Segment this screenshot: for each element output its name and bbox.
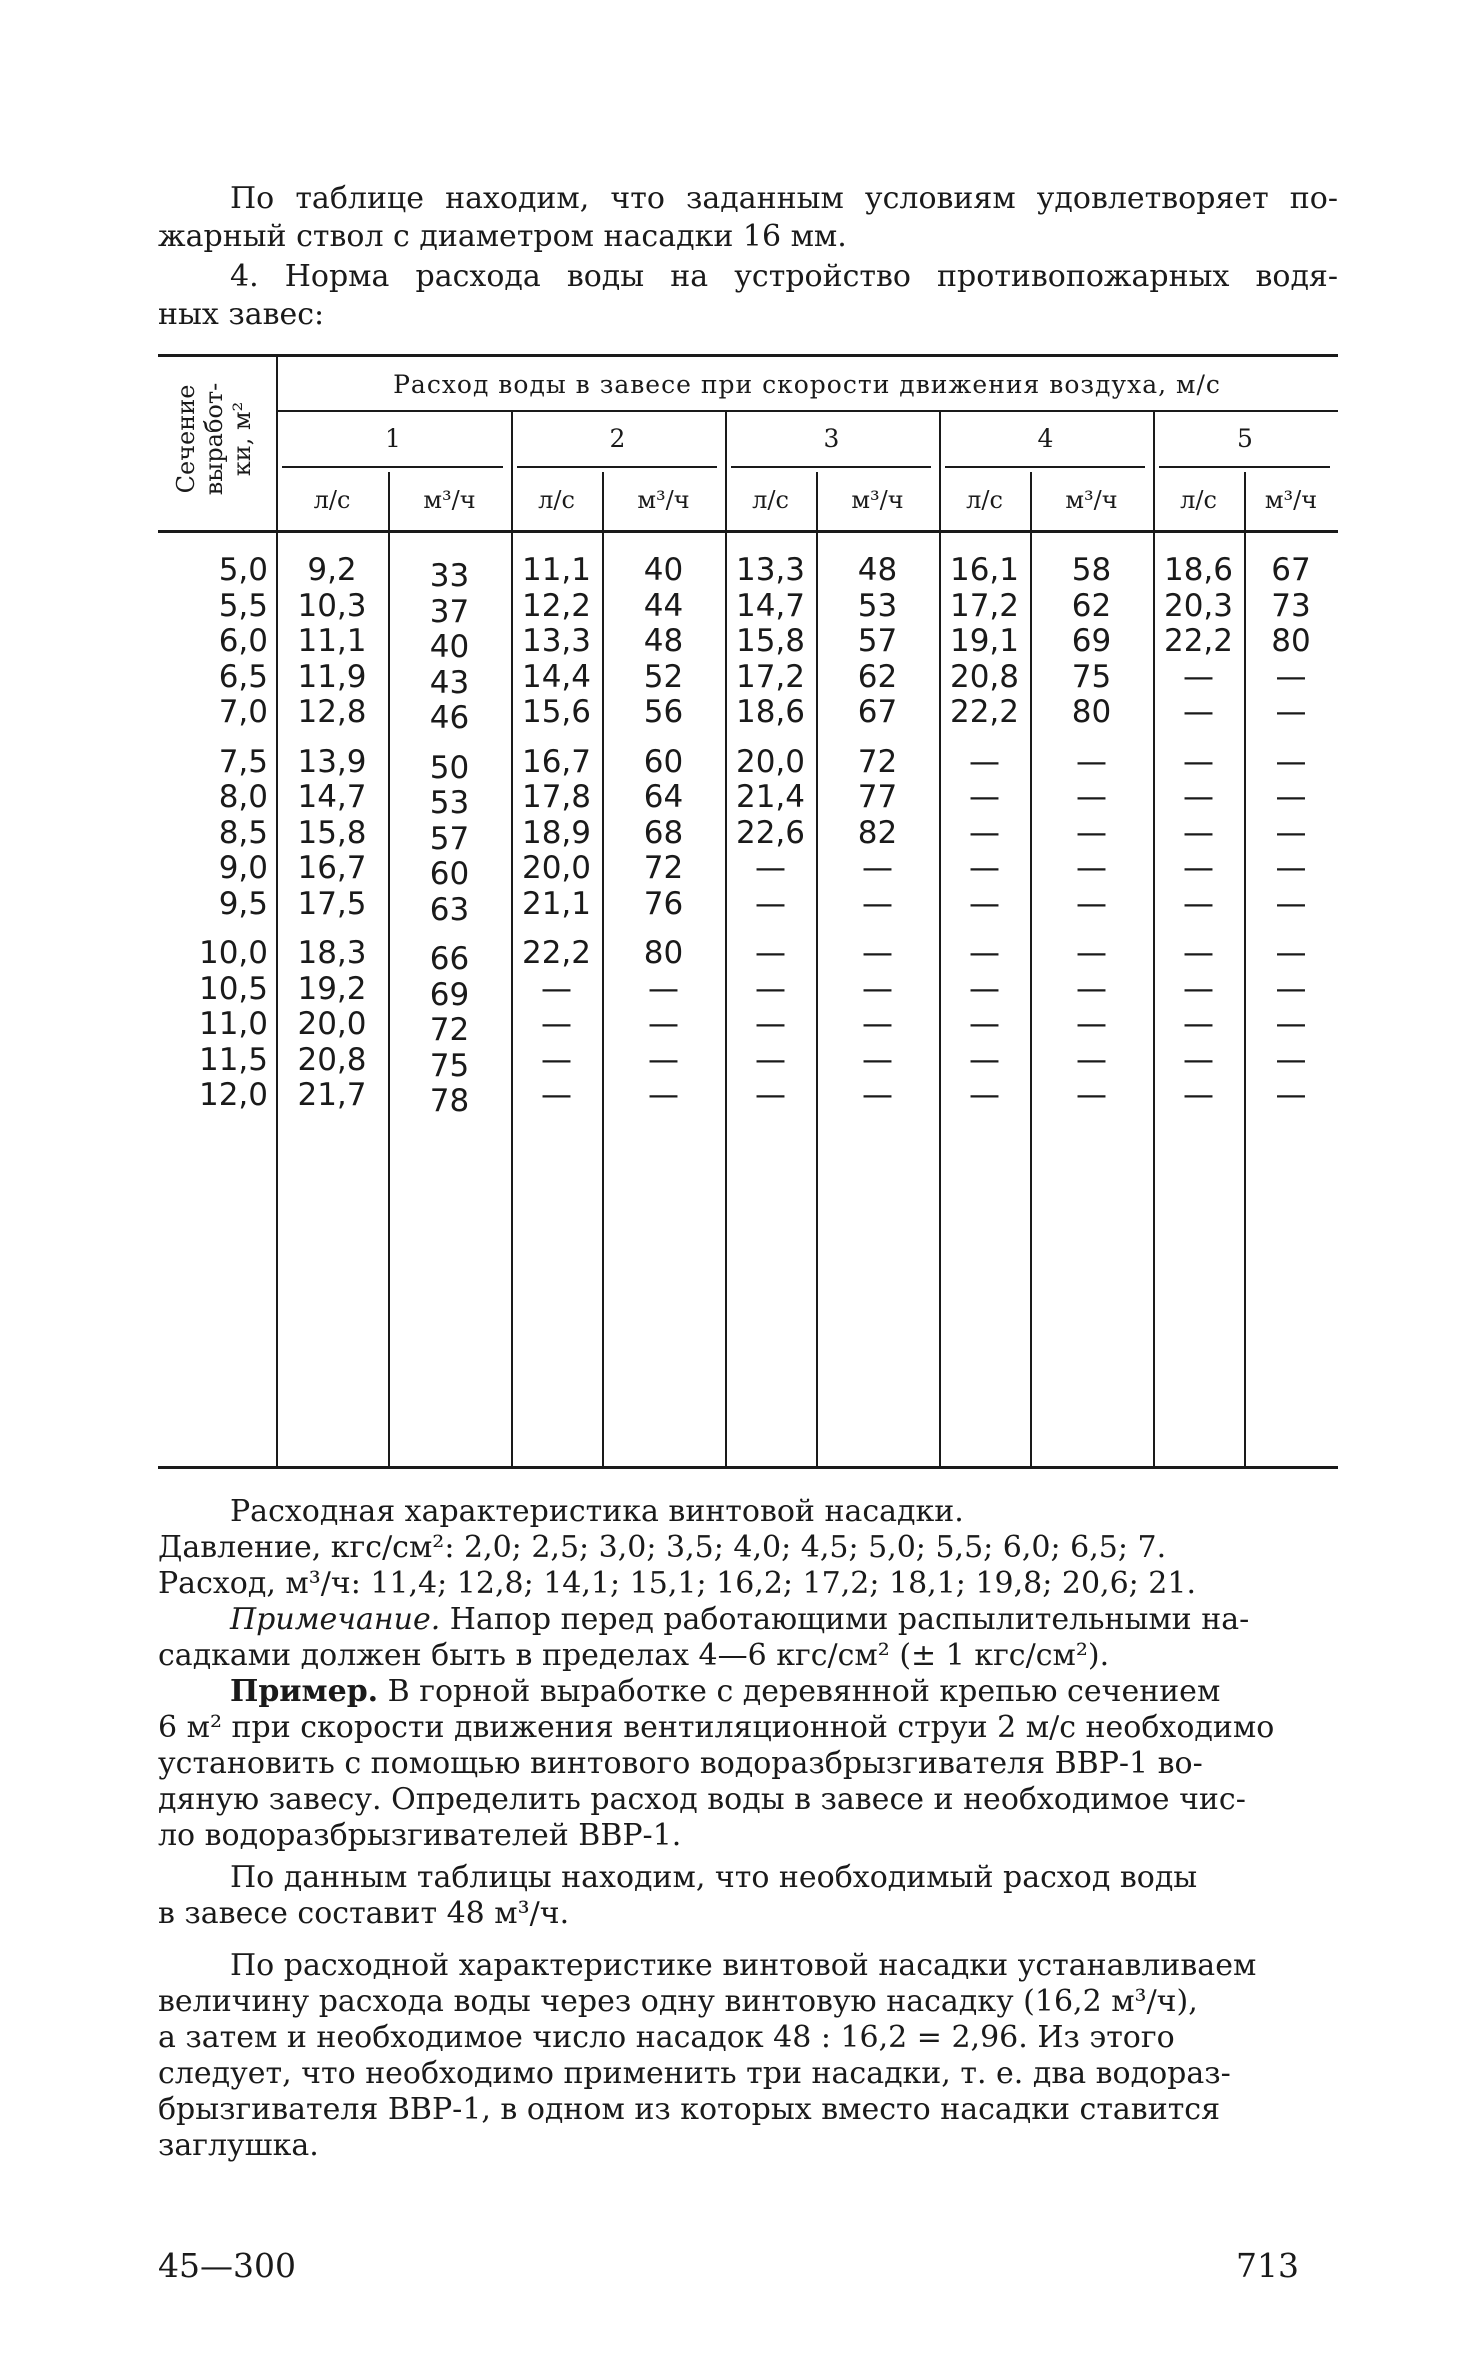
page-number: 713 <box>1236 2246 1299 2285</box>
section-value: 6,5 <box>218 658 268 695</box>
flow-ls-cell: 14,4 <box>521 658 592 695</box>
flow-ls-cell: — <box>755 1041 786 1078</box>
group-header: Расход воды в завесе при скорости движения воздуха, м/с <box>393 370 1221 399</box>
flow-ls-cell: 18,9 <box>521 814 592 851</box>
intro-paragraph-2 <box>158 258 1338 334</box>
flow-ls-cell: — <box>969 970 1000 1007</box>
flow-m3h-cell: 80 <box>1071 694 1112 730</box>
unit-ls: л/с <box>966 486 1003 514</box>
section-value: 7,5 <box>218 743 268 780</box>
flow-m3h-cell: 58 <box>1071 552 1112 588</box>
text-line: 6 м² при скорости движения вентиляционной струи 2 м/с необходимо <box>158 1710 1275 1745</box>
flow-m3h-cell: — <box>1076 1041 1107 1078</box>
text-line: установить с помощью винтового водоразбрызгивателя ВВР-1 во- <box>158 1746 1203 1781</box>
section-value: 9,5 <box>218 885 268 922</box>
flow-m3h-cell: 56 <box>643 694 684 730</box>
table-bottom-rule <box>158 1466 1338 1469</box>
flow-ls-cell: — <box>969 885 1000 922</box>
flow-ls-cell: 10,3 <box>297 587 367 624</box>
row-header: Сечение выработ-ки, м² <box>172 382 256 496</box>
flow-ls-cell: 15,8 <box>735 623 806 659</box>
flow-m3h-cell: — <box>1275 1041 1307 1078</box>
flow-m3h-cell: 53 <box>429 785 470 821</box>
flow-m3h-cell: — <box>1076 935 1107 971</box>
flow-m3h-cell: 57 <box>857 623 898 659</box>
flow-ls-cell: — <box>541 1077 572 1113</box>
flow-m3h-cell: 66 <box>429 941 470 977</box>
table-top-rule <box>158 354 1338 357</box>
flow-ls-cell: — <box>969 1006 1000 1042</box>
flow-m3h-cell: 44 <box>643 587 684 624</box>
flow-ls-cell: — <box>541 1006 572 1042</box>
flow-ls-cell: 15,8 <box>297 814 367 851</box>
section-value: 6,0 <box>218 623 268 659</box>
result-paragraph <box>158 1860 1338 1932</box>
unit-ls: л/с <box>538 486 575 514</box>
flow-ls-cell: — <box>755 935 786 971</box>
text-line: величину расхода воды через одну винтовую насадку (16,2 м³/ч), <box>158 1984 1198 2019</box>
text-line: следует, что необходимо применить три насадки, т. е. два водораз- <box>158 2056 1231 2091</box>
text-line: заглушка. <box>158 2128 319 2163</box>
flow-m3h-cell: — <box>648 1077 679 1113</box>
unit-m3h: м³/ч <box>1065 486 1118 514</box>
flow-m3h-cell: — <box>648 1041 679 1078</box>
flow-m3h-cell: — <box>1076 814 1107 851</box>
header-bottom-rule <box>158 530 1338 533</box>
note <box>158 1602 1338 1674</box>
flow-ls-cell: 20,0 <box>521 850 592 886</box>
flow-m3h-cell: — <box>1275 779 1307 815</box>
flow-m3h-cell: — <box>862 970 893 1007</box>
flow-ls-cell: 17,8 <box>521 779 592 815</box>
flow-m3h-cell: — <box>1076 779 1107 815</box>
flow-ls-cell: 13,9 <box>297 743 367 780</box>
intro-paragraph-1 <box>158 180 1338 256</box>
section-value: 7,0 <box>218 694 268 730</box>
speed-rule <box>945 466 1145 468</box>
flow-m3h-cell: 80 <box>1271 623 1311 659</box>
flow-ls-cell: — <box>1183 850 1214 886</box>
flow-m3h-cell: 40 <box>429 629 470 665</box>
flow-ls-cell: — <box>541 1041 572 1078</box>
flow-m3h-cell: — <box>1076 970 1107 1007</box>
flow-m3h-cell: 46 <box>429 700 470 736</box>
flow-ls-cell: 13,3 <box>735 552 806 588</box>
flow-m3h-cell: 72 <box>429 1012 470 1048</box>
flow-ls-cell: 18,6 <box>735 694 806 730</box>
unit-m3h: м³/ч <box>423 486 476 514</box>
flow-m3h-cell: — <box>862 1006 893 1042</box>
flow-m3h-cell: 77 <box>857 779 898 815</box>
text-line: Пример. В горной выработке с деревянной крепью сечением <box>230 1674 1221 1709</box>
final-paragraph <box>158 1948 1338 2164</box>
flow-m3h-cell: — <box>1076 885 1107 922</box>
flow-ls-cell: 20,0 <box>735 743 806 780</box>
unit-ls: л/с <box>1180 486 1217 514</box>
section-value: 9,0 <box>218 850 268 886</box>
flow-ls-cell: — <box>969 743 1000 780</box>
flow-m3h-cell: 33 <box>429 558 470 594</box>
section-value: 11,5 <box>198 1041 268 1078</box>
characteristic-title: Расходная характеристика винтовой насадки. <box>230 1494 964 1529</box>
flow-ls-cell: 22,2 <box>521 935 592 971</box>
flow-m3h-cell: 48 <box>643 623 684 659</box>
flow-ls-cell: 21,4 <box>735 779 806 815</box>
flow-m3h-cell: — <box>862 885 893 922</box>
flow-ls-cell: — <box>969 1077 1000 1113</box>
flow-ls-cell: 20,8 <box>297 1041 367 1078</box>
flow-ls-cell: — <box>541 970 572 1007</box>
speed-label: 5 <box>1237 424 1254 453</box>
flow-ls-cell: — <box>1183 970 1214 1007</box>
text-line: брызгивателя ВВР-1, в одном из которых вместо насадки ставится <box>158 2092 1221 2127</box>
flow-m3h-cell: — <box>1275 970 1307 1007</box>
unit-m3h: м³/ч <box>1264 486 1318 514</box>
flow-m3h-cell: 76 <box>643 885 684 922</box>
flow-ls-cell: — <box>755 885 786 922</box>
flow-ls-cell: — <box>969 779 1000 815</box>
flow-m3h-cell: — <box>648 970 679 1007</box>
section-value: 10,5 <box>198 970 268 1007</box>
flow-m3h-cell: 67 <box>857 694 898 730</box>
flow-m3h-cell: 72 <box>643 850 684 886</box>
flow-m3h-cell: — <box>1275 885 1307 922</box>
flow-ls-cell: 13,3 <box>521 623 592 659</box>
text-line: ло водоразбрызгивателей ВВР-1. <box>158 1818 682 1853</box>
flow-ls-cell: — <box>969 814 1000 851</box>
flow-m3h-cell: — <box>1076 743 1107 780</box>
characteristic-pressure: Давление, кгс/см²: 2,0; 2,5; 3,0; 3,5; 4,0; 4,5; 5,0; 5,5; 6,0; 6,5; 7. <box>158 1530 1167 1565</box>
flow-m3h-cell: 48 <box>857 552 898 588</box>
speed-label: 2 <box>609 424 627 453</box>
text-line: садками должен быть в пределах 4—6 кгс/см² (± 1 кгс/см²). <box>158 1638 1110 1673</box>
flow-ls-cell: — <box>1183 743 1214 780</box>
flow-m3h-cell: 69 <box>429 976 470 1013</box>
flow-ls-cell: 21,7 <box>297 1077 367 1113</box>
flow-m3h-cell: 62 <box>1071 587 1112 624</box>
flow-ls-cell: 15,6 <box>521 694 592 730</box>
flow-ls-cell: — <box>1183 694 1214 730</box>
flow-m3h-cell: 64 <box>643 779 684 815</box>
water-consumption-table <box>158 354 1338 1468</box>
flow-ls-cell: 17,2 <box>735 658 806 695</box>
flow-ls-cell: — <box>755 1077 786 1113</box>
flow-m3h-cell: — <box>1076 1006 1107 1042</box>
flow-ls-cell: — <box>1183 658 1214 695</box>
flow-m3h-cell: — <box>1275 658 1307 695</box>
flow-m3h-cell: — <box>862 1041 893 1078</box>
text-line: в завесе составит 48 м³/ч. <box>158 1896 570 1931</box>
flow-ls-cell: 12,2 <box>521 587 592 624</box>
flow-ls-cell: — <box>1183 1006 1214 1042</box>
section-value: 10,0 <box>198 935 268 971</box>
printer-signature: 45—300 <box>158 2246 296 2285</box>
example-label: Пример. <box>230 1674 379 1709</box>
flow-m3h-cell: 80 <box>643 935 684 971</box>
flow-ls-cell: — <box>969 935 1000 971</box>
flow-m3h-cell: 75 <box>429 1047 470 1084</box>
flow-m3h-cell: — <box>1275 814 1307 851</box>
flow-ls-cell: — <box>1183 935 1214 971</box>
unit-ls: л/с <box>752 486 789 514</box>
flow-m3h-cell: — <box>648 1006 679 1042</box>
flow-m3h-cell: — <box>862 850 893 886</box>
text-line: ных завес: <box>158 297 325 332</box>
section-value: 8,5 <box>218 814 268 851</box>
flow-m3h-cell: 62 <box>857 658 898 695</box>
flow-ls-cell: 19,1 <box>949 623 1020 659</box>
flow-ls-cell: — <box>755 1006 786 1042</box>
speed-rule <box>1159 466 1330 468</box>
flow-ls-cell: 11,9 <box>297 658 367 695</box>
flow-m3h-cell: 63 <box>429 891 470 928</box>
flow-ls-cell: 17,2 <box>949 587 1020 624</box>
flow-ls-cell: 21,1 <box>521 885 592 922</box>
flow-ls-cell: — <box>755 970 786 1007</box>
flow-m3h-cell: 52 <box>643 658 684 695</box>
speed-rule <box>731 466 931 468</box>
section-value: 5,0 <box>218 552 268 588</box>
speed-label: 1 <box>385 424 402 453</box>
flow-ls-cell: 16,7 <box>297 850 367 886</box>
flow-m3h-cell: 73 <box>1271 587 1311 624</box>
flow-m3h-cell: 78 <box>429 1083 470 1119</box>
flow-m3h-cell: — <box>1076 850 1107 886</box>
example <box>158 1674 1338 1854</box>
flow-ls-cell: 22,6 <box>735 814 806 851</box>
flow-ls-cell: 16,7 <box>521 743 592 780</box>
unit-m3h: м³/ч <box>637 486 690 514</box>
flow-m3h-cell: 60 <box>429 856 470 892</box>
text-line: а затем и необходимое число насадок 48 : 16,2 = 2,96. Из этого <box>158 2020 1175 2055</box>
flow-ls-cell: 16,1 <box>949 552 1020 588</box>
flow-m3h-cell: — <box>862 935 893 971</box>
flow-ls-cell: — <box>969 850 1000 886</box>
flow-ls-cell: 17,5 <box>297 885 367 922</box>
speed-rule <box>282 466 503 468</box>
flow-m3h-cell: — <box>1275 743 1307 780</box>
text-line: жарный ствол с диаметром насадки 16 мм. <box>158 219 847 254</box>
flow-ls-cell: 18,6 <box>1163 552 1234 588</box>
flow-m3h-cell: 60 <box>643 743 684 780</box>
flow-m3h-cell: — <box>862 1077 893 1113</box>
flow-m3h-cell: 82 <box>857 814 898 851</box>
unit-m3h: м³/ч <box>851 486 904 514</box>
flow-m3h-cell: 72 <box>857 743 898 780</box>
section-value: 11,0 <box>198 1006 268 1042</box>
flow-ls-cell: 19,2 <box>297 970 367 1007</box>
flow-m3h-cell: — <box>1275 1077 1307 1113</box>
nozzle-characteristic <box>158 1494 1338 1602</box>
header-rule-1 <box>276 410 1338 412</box>
speed-label: 3 <box>823 424 841 453</box>
flow-ls-cell: — <box>1183 814 1214 851</box>
flow-m3h-cell: 69 <box>1071 623 1112 659</box>
flow-ls-cell: 18,3 <box>297 935 367 971</box>
flow-m3h-cell: 43 <box>429 664 470 701</box>
flow-m3h-cell: 75 <box>1071 658 1112 695</box>
flow-ls-cell: 22,2 <box>1163 623 1234 659</box>
flow-ls-cell: 20,3 <box>1163 587 1234 624</box>
speed-label: 4 <box>1037 424 1055 453</box>
section-value: 5,5 <box>218 587 268 624</box>
flow-ls-cell: — <box>1183 779 1214 815</box>
text-line: По данным таблицы находим, что необходимый расход воды <box>230 1860 1198 1895</box>
flow-ls-cell: 20,8 <box>949 658 1020 695</box>
flow-m3h-cell: — <box>1076 1077 1107 1113</box>
characteristic-flow: Расход, м³/ч: 11,4; 12,8; 14,1; 15,1; 16,2; 17,2; 18,1; 19,8; 20,6; 21. <box>158 1566 1197 1601</box>
flow-ls-cell: — <box>755 850 786 886</box>
text-line: Примечание. Напор перед работающими распылительными на- <box>230 1602 1250 1637</box>
flow-ls-cell: — <box>1183 1077 1214 1113</box>
flow-ls-cell: 11,1 <box>297 623 367 659</box>
unit-ls: л/с <box>313 486 351 514</box>
section-value: 12,0 <box>198 1077 268 1113</box>
flow-ls-cell: — <box>1183 885 1214 922</box>
flow-m3h-cell: 50 <box>429 749 470 786</box>
flow-ls-cell: — <box>1183 1041 1214 1078</box>
flow-m3h-cell: 68 <box>643 814 684 851</box>
flow-m3h-cell: 67 <box>1271 552 1311 588</box>
flow-m3h-cell: 37 <box>429 593 470 630</box>
text-line: дяную завесу. Определить расход воды в завесе и необходимое чис- <box>158 1782 1246 1817</box>
flow-m3h-cell: 40 <box>643 552 684 588</box>
flow-ls-cell: 14,7 <box>297 779 367 815</box>
flow-ls-cell: 12,8 <box>297 694 367 730</box>
flow-m3h-cell: — <box>1275 1006 1307 1042</box>
flow-ls-cell: 14,7 <box>735 587 806 624</box>
flow-ls-cell: — <box>969 1041 1000 1078</box>
text-line: По расходной характеристике винтовой насадки устанавливаем <box>230 1948 1257 1983</box>
flow-ls-cell: 9,2 <box>307 552 357 588</box>
flow-m3h-cell: 57 <box>429 820 470 857</box>
flow-ls-cell: 20,0 <box>297 1006 367 1042</box>
text-line: По таблице находим, что заданным условиям удовлетворяет по- <box>230 181 1338 216</box>
section-value: 8,0 <box>218 779 268 815</box>
flow-m3h-cell: — <box>1275 694 1307 730</box>
speed-rule <box>517 466 717 468</box>
flow-m3h-cell: 53 <box>857 587 898 624</box>
note-label: Примечание. <box>230 1602 441 1637</box>
flow-ls-cell: 11,1 <box>521 552 592 588</box>
flow-m3h-cell: — <box>1275 935 1307 971</box>
text-line: 4. Норма расхода воды на устройство противопожарных водя- <box>230 259 1338 294</box>
flow-ls-cell: 22,2 <box>949 694 1020 730</box>
flow-m3h-cell: — <box>1275 850 1307 886</box>
